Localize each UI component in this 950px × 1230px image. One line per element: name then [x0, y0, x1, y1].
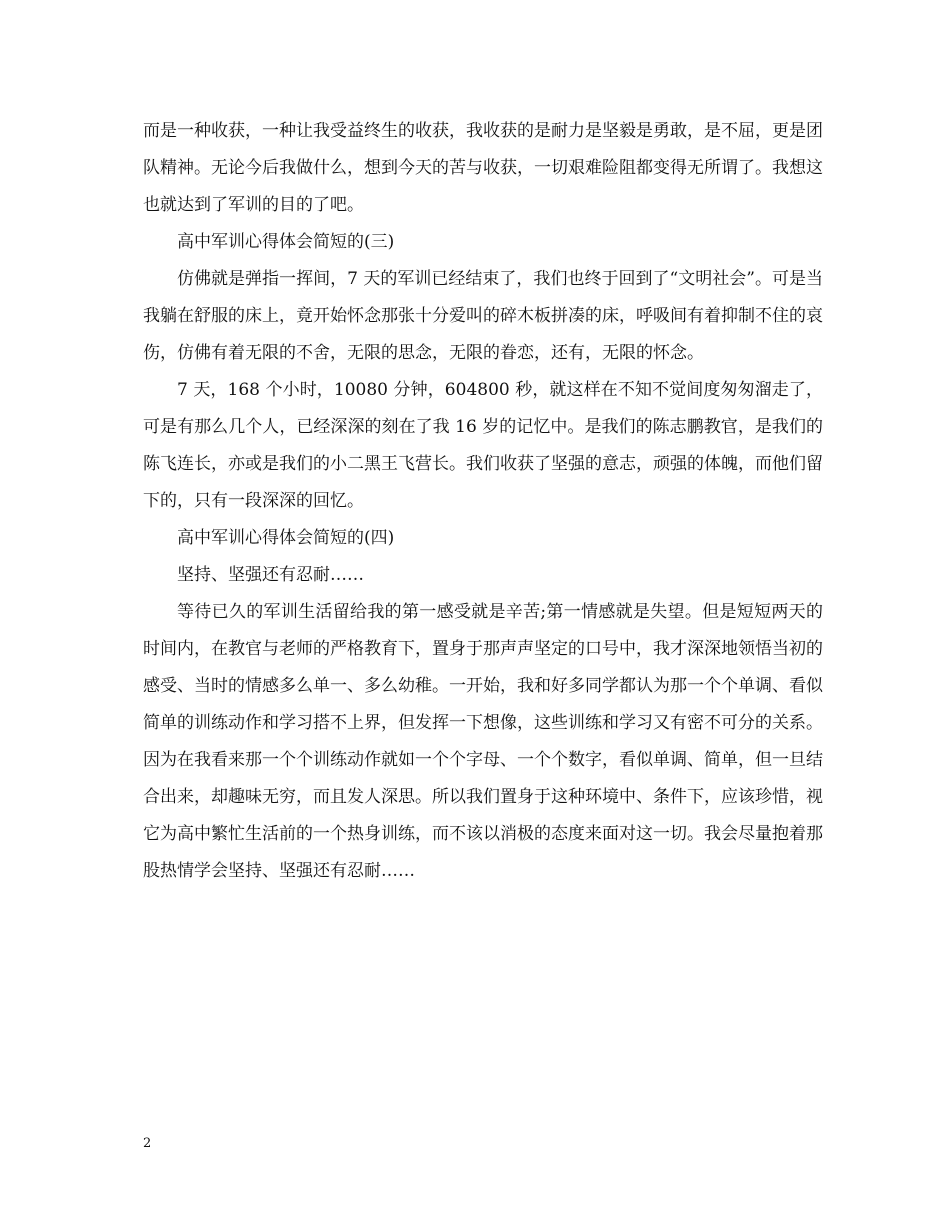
- section-heading-3: 高中军训心得体会简短的(三): [177, 232, 395, 252]
- paragraph-2: 仿佛就是弹指一挥间，7 天的军训已经结束了，我们也终于回到了“文明社会”。可是当我躺在舒服的床上，竟开始怀念那张十分爱叫的碎木板拼凑的床，呼吸间有着抑制不住的哀伤，仿佛有着无限的不舍，无限的思念，无限的眷恋，还有，无限的怀念。: [143, 269, 823, 363]
- paragraph-4: 坚持、坚强还有忍耐……: [177, 565, 364, 585]
- section-heading-4: 高中军训心得体会简短的(四): [177, 528, 395, 548]
- page-number: 2: [143, 1136, 152, 1151]
- paragraph-1: 而是一种收获，一种让我受益终生的收获，我收获的是耐力是坚毅是勇敢，是不屈，更是团队精神。无论今后我做什么，想到今天的苦与收获，一切艰难险阻都变得无所谓了。我想这也就达到了军训的目的了吧。: [143, 121, 823, 215]
- paragraph-5: 等待已久的军训生活留给我的第一感受就是辛苦;第一情感就是失望。但是短短两天的时间内，在教官与老师的严格教育下，置身于那声声坚定的口号中，我才深深地领悟当初的感受、当时的情感多么单一、多么幼稚。一开始，我和好多同学都认为那一个个单调、看似简单的训练动作和学习搭不上界，但发挥一下想像，这些训练和学习又有密不可分的关系。因为在我看来那一个个训练动作就如一个个字母、一个个数字，看似单调、简单，但一旦结合出来，却趣味无穷，而且发人深思。所以我们置身于这种环境中、条件下，应该珍惜，视它为高中繁忙生活前的一个热身训练，而不该以消极的态度来面对这一切。我会尽量抱着那股热情学会坚持、坚强还有忍耐……: [143, 602, 823, 881]
- paragraph-3: 7 天，168 个小时，10080 分钟，604800 秒，就这样在不知不觉间度匆匆溜走了，可是有那么几个人，已经深深的刻在了我 16 岁的记忆中。是我们的陈志鹏教官，是我们的陈飞连长，亦或是我们的小二黑王飞营长。我们收获了坚强的意志，顽强的体魄，而他们留下的，只有一段深深的回忆。: [143, 380, 823, 511]
- document-body: [143, 113, 823, 890]
